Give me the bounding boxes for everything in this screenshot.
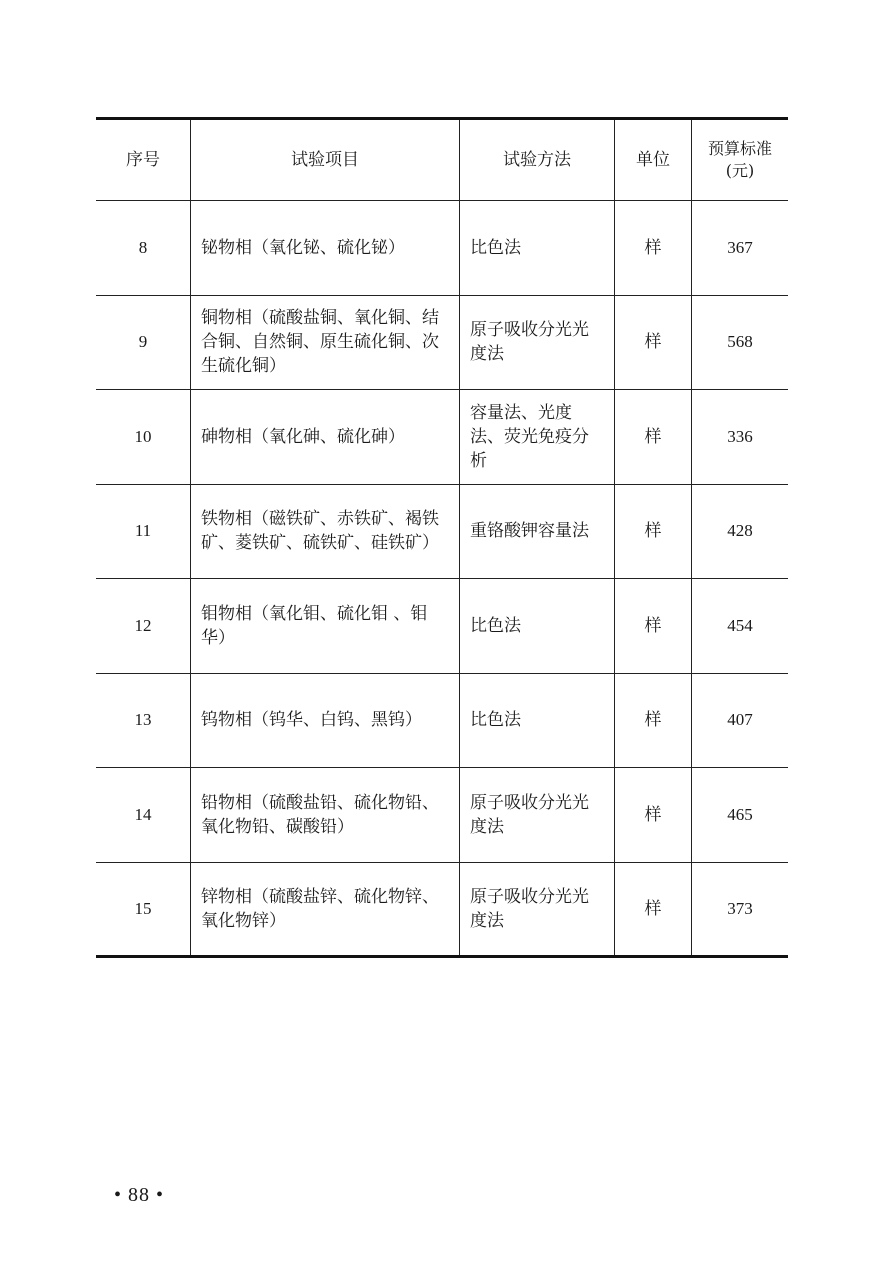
header-row [96,119,788,201]
header-price-line1: 预算标准 [707,139,772,158]
cell-price: 465 [692,768,789,863]
header-method: 试验方法 [460,119,615,201]
cell-item: 砷物相（氧化砷、硫化砷） [191,390,460,485]
cell-unit: 样 [615,484,692,579]
table-row [96,579,788,674]
cell-no: 13 [96,673,191,768]
cell-item: 铋物相（氧化铋、硫化铋） [191,201,460,296]
cell-method: 比色法 [460,673,615,768]
cell-item: 钨物相（钨华、白钨、黑钨） [191,673,460,768]
cell-price: 568 [692,295,789,390]
cell-no: 14 [96,768,191,863]
table-row [96,390,788,485]
cell-method: 原子吸收分光光度法 [460,862,615,957]
cell-unit: 样 [615,579,692,674]
cell-item: 铅物相（硫酸盐铅、硫化物铅、氧化物铅、碳酸铅） [191,768,460,863]
cell-method: 重铬酸钾容量法 [460,484,615,579]
cell-no: 15 [96,862,191,957]
cell-no: 10 [96,390,191,485]
table-row [96,295,788,390]
cell-method: 原子吸收分光光度法 [460,768,615,863]
cell-unit: 样 [615,201,692,296]
cell-price: 373 [692,862,789,957]
cell-no: 9 [96,295,191,390]
cell-method: 比色法 [460,579,615,674]
cell-unit: 样 [615,673,692,768]
table-row [96,201,788,296]
page-number: • 88 • [114,1184,165,1206]
header-price-line2: (元) [725,161,755,180]
table-row [96,768,788,863]
cell-unit: 样 [615,390,692,485]
cell-price: 336 [692,390,789,485]
cell-price: 428 [692,484,789,579]
table-row [96,673,788,768]
header-price [692,119,789,201]
table-row [96,484,788,579]
cell-no: 11 [96,484,191,579]
cell-method: 容量法、光度法、荧光免疫分析 [460,390,615,485]
cost-table [96,117,788,958]
header-unit: 单位 [615,119,692,201]
cell-method: 比色法 [460,201,615,296]
header-item: 试验项目 [191,119,460,201]
cell-item: 锌物相（硫酸盐锌、硫化物锌、氧化物锌） [191,862,460,957]
cell-price: 367 [692,201,789,296]
cell-no: 12 [96,579,191,674]
cell-unit: 样 [615,295,692,390]
cell-unit: 样 [615,862,692,957]
cell-price: 407 [692,673,789,768]
cell-item: 铜物相（硫酸盐铜、氧化铜、结合铜、自然铜、原生硫化铜、次生硫化铜） [191,295,460,390]
cell-unit: 样 [615,768,692,863]
cell-item: 钼物相（氧化钼、硫化钼 、钼华） [191,579,460,674]
cell-no: 8 [96,201,191,296]
table-body [96,201,788,957]
table-header [96,119,788,201]
cell-method: 原子吸收分光光度法 [460,295,615,390]
cell-item: 铁物相（磁铁矿、赤铁矿、褐铁矿、菱铁矿、硫铁矿、硅铁矿） [191,484,460,579]
header-no: 序号 [96,119,191,201]
cell-price: 454 [692,579,789,674]
table-row [96,862,788,957]
